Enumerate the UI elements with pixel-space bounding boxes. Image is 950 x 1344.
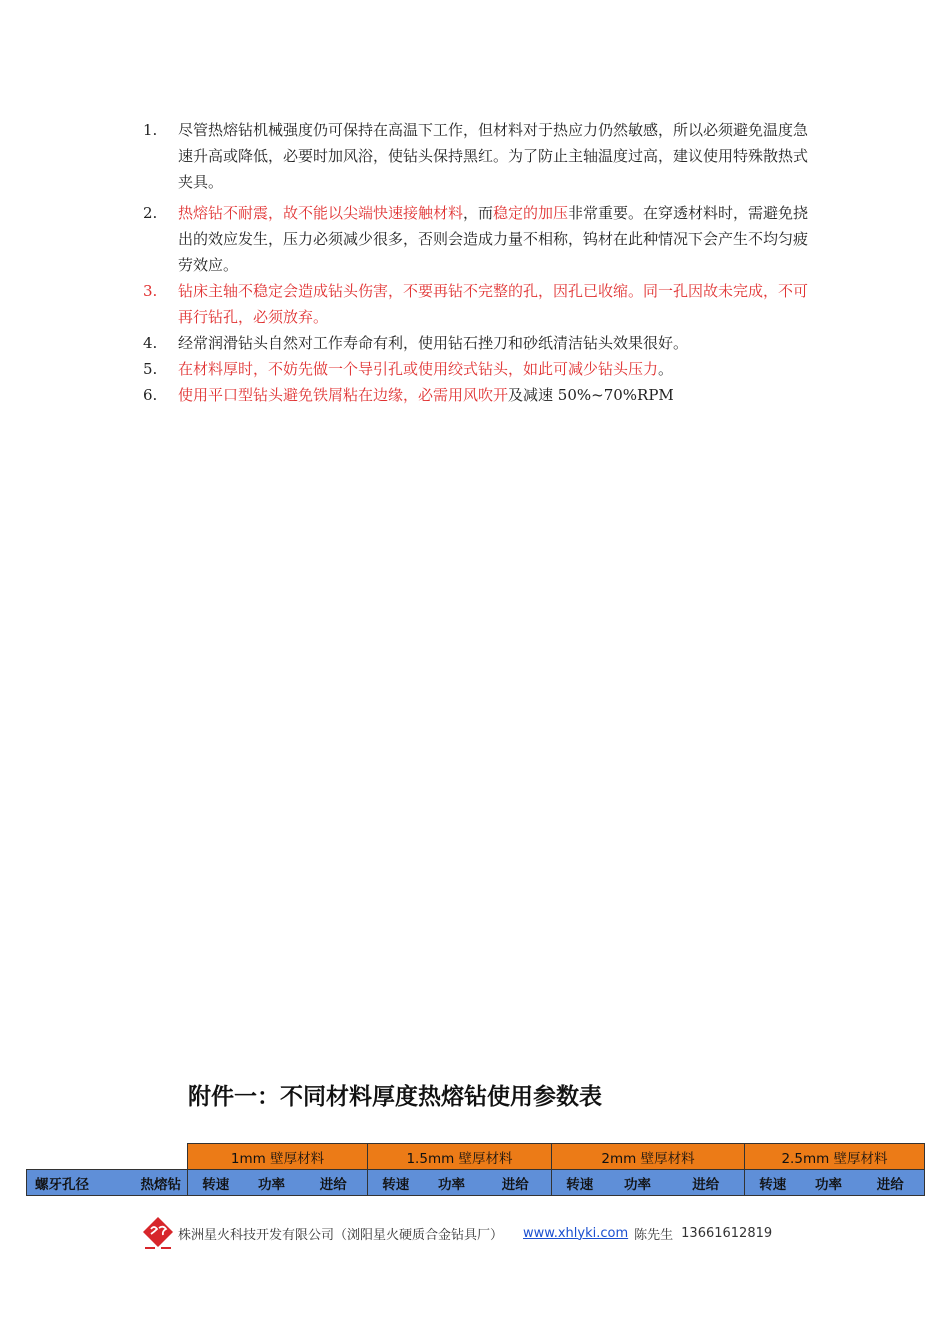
footer-company-name: 株洲星火科技开发有限公司（浏阳星火硬质合金钻具厂） xyxy=(178,1227,504,1243)
note-number: 4. xyxy=(143,334,158,352)
table-group-header: 1mm 壁厚材料 xyxy=(188,1144,368,1170)
footer-phone: 13661612819 xyxy=(681,1225,773,1241)
table-group-header: 2.5mm 壁厚材料 xyxy=(745,1144,925,1170)
note-text: 经常润滑钻头自然对工作寿命有利，使用钻石挫刀和砂纸清洁钻头效果很好。 xyxy=(178,334,689,352)
table-header-feed: 进给 xyxy=(857,1170,925,1196)
note-item-2 xyxy=(143,200,813,278)
table-sub-header-row xyxy=(27,1170,925,1196)
table-header-speed: 转速 xyxy=(552,1170,608,1196)
note-item-5 xyxy=(143,356,813,382)
note-number: 5. xyxy=(143,360,158,378)
note-text: 热熔钻不耐震，故不能以尖端快速接触材料，而稳定的加压非常重要。在穿透材料时，需避免挠出的效应发生，压力必须减少很多，否则会造成力量不相称，钨材在此种情况下会产生不均匀疲劳效应。 xyxy=(178,204,809,274)
note-number: 1. xyxy=(143,121,158,139)
footer-website-link[interactable]: www.xhlyki.com xyxy=(523,1225,629,1241)
note-item-4 xyxy=(143,330,813,356)
note-text: 钻床主轴不稳定会造成钻头伤害，不要再钻不完整的孔，因孔已收缩。同一孔因故未完成，不可再行钻孔，必须放弃。 xyxy=(178,282,809,326)
appendix-title: 附件一：不同材料厚度热熔钻使用参数表 xyxy=(188,1084,602,1110)
table-header-feed: 进给 xyxy=(300,1170,368,1196)
table-group-header-row xyxy=(27,1144,925,1170)
table-header-speed: 转速 xyxy=(745,1170,801,1196)
note-number: 2. xyxy=(143,204,158,222)
note-item-1 xyxy=(143,117,813,195)
usage-notes-list xyxy=(143,117,813,408)
note-item-6 xyxy=(143,382,813,408)
table-header-drill: 热熔钻 xyxy=(126,1170,188,1196)
footer-contact-name: 陈先生 xyxy=(634,1227,674,1243)
parameter-table xyxy=(26,1143,925,1196)
note-number: 6. xyxy=(143,386,158,404)
page-footer xyxy=(140,1213,772,1253)
note-text: 使用平口型钻头避免铁屑粘在边缘，必需用风吹开及减速 50%~70%RPM xyxy=(178,386,674,404)
table-header-thread-diameter: 螺牙孔径 xyxy=(27,1170,126,1196)
table-header-power: 功率 xyxy=(424,1170,480,1196)
note-text: 在材料厚时，不妨先做一个导引孔或使用绞式钻头，如此可减少钻头压力。 xyxy=(178,360,674,378)
table-header-feed: 进给 xyxy=(668,1170,745,1196)
table-corner-cell xyxy=(27,1144,188,1170)
xinghuo-logo-icon xyxy=(140,1214,176,1252)
table-header-feed: 进给 xyxy=(480,1170,552,1196)
table-header-speed: 转速 xyxy=(368,1170,424,1196)
table-header-speed: 转速 xyxy=(188,1170,244,1196)
note-text: 尽管热熔钻机械强度仍可保持在高温下工作，但材料对于热应力仍然敏感，所以必须避免温度急速升高或降低，必要时加风浴，使钻头保持黑红。为了防止主轴温度过高，建议使用特殊散热式夹具。 xyxy=(178,121,809,191)
note-number: 3. xyxy=(143,282,158,300)
table-group-header: 1.5mm 壁厚材料 xyxy=(368,1144,552,1170)
table-header-power: 功率 xyxy=(801,1170,857,1196)
table-header-power: 功率 xyxy=(244,1170,300,1196)
table-header-power: 功率 xyxy=(608,1170,668,1196)
note-item-3 xyxy=(143,278,813,330)
table-group-header: 2mm 壁厚材料 xyxy=(552,1144,745,1170)
